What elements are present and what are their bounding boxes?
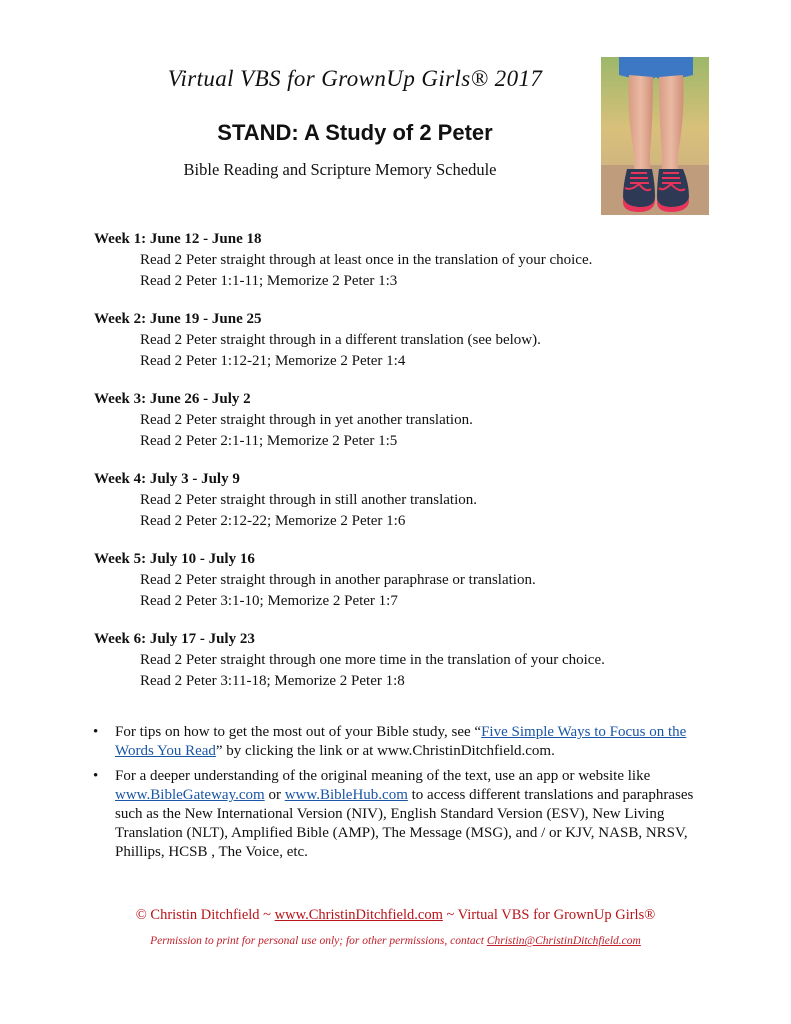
week-3 [94, 389, 734, 452]
week-reading: Read 2 Peter straight through in still another translation. [140, 492, 478, 508]
page-title: STAND: A Study of 2 Peter [217, 120, 493, 145]
week-heading: Week 5: July 10 - July 16 [94, 551, 255, 567]
footer-text-before: © Christin Ditchfield ~ [135, 907, 275, 923]
week-5 [94, 549, 734, 612]
website-link[interactable]: www.ChristinDitchfield.com [274, 907, 443, 923]
week-reading: Read 2 Peter straight through in a different translation (see below). [140, 332, 541, 348]
week-heading: Week 4: July 3 - July 9 [94, 471, 240, 487]
week-memory: Read 2 Peter 1:12-21; Memorize 2 Peter 1:4 [140, 353, 406, 369]
page-subtitle: Bible Reading and Scripture Memory Schedule [183, 160, 497, 179]
bullet-icon: • [93, 724, 99, 740]
deeper-text-before: For a deeper understanding of the original meaning of the text, use an app or website like [115, 768, 651, 784]
brand-title: Virtual VBS for GrownUp Girls® 2017 [167, 66, 543, 91]
week-memory: Read 2 Peter 3:11-18; Memorize 2 Peter 1:8 [140, 673, 405, 689]
week-memory: Read 2 Peter 2:1-11; Memorize 2 Peter 1:5 [140, 433, 398, 449]
reading-schedule [94, 229, 734, 709]
tip-text-after: ” by clicking the link or at www.ChristinDitchfield.com. [215, 743, 555, 759]
week-reading: Read 2 Peter straight through in another paraphrase or translation. [140, 572, 536, 588]
deeper-text-after: to access different translations and paraphrases such as the New International Version (NIV), English Standard Version (ESV), New Living Translation (NLT), Amplified Bible (AMP), The Message (MSG), and / or KJV, NASB, NRSV, Phillips, HCSB , The Voice, etc. [115, 787, 694, 860]
tip-note [93, 723, 703, 761]
week-heading: Week 3: June 26 - July 2 [94, 391, 251, 407]
study-notes [93, 723, 703, 868]
footer-text-after: ~ Virtual VBS for GrownUp Girls® [442, 907, 656, 923]
copyright-footer [0, 907, 791, 924]
week-reading: Read 2 Peter straight through at least once in the translation of your choice. [140, 252, 593, 268]
permission-text: Permission to print for personal use only; for other permissions, contact [150, 935, 487, 947]
tip-text-before: For tips on how to get the most out of your Bible study, see “ [115, 724, 482, 740]
week-reading: Read 2 Peter straight through in yet another translation. [140, 412, 473, 428]
week-memory: Read 2 Peter 1:1-11; Memorize 2 Peter 1:3 [140, 273, 398, 289]
biblehub-link[interactable]: www.BibleHub.com [284, 787, 408, 803]
deeper-note [93, 767, 703, 862]
week-heading: Week 2: June 19 - June 25 [94, 311, 262, 327]
focus-article-link[interactable]: Five Simple Ways to Focus on the Words You Read [115, 724, 687, 759]
sneakers-photo [601, 57, 709, 215]
week-heading: Week 6: July 17 - July 23 [94, 631, 255, 647]
biblegateway-link[interactable]: www.BibleGateway.com [115, 787, 265, 803]
deeper-text-middle: or [264, 787, 285, 803]
email-link[interactable]: Christin@ChristinDitchfield.com [486, 935, 641, 947]
bullet-icon: • [93, 768, 99, 784]
week-4 [94, 469, 734, 532]
week-memory: Read 2 Peter 2:12-22; Memorize 2 Peter 1:6 [140, 513, 406, 529]
week-6 [94, 629, 734, 692]
week-2 [94, 309, 734, 372]
week-heading: Week 1: June 12 - June 18 [94, 231, 262, 247]
week-memory: Read 2 Peter 3:1-10; Memorize 2 Peter 1:7 [140, 593, 398, 609]
week-1 [94, 229, 734, 292]
week-reading: Read 2 Peter straight through one more time in the translation of your choice. [140, 652, 605, 668]
permission-note [0, 935, 791, 947]
